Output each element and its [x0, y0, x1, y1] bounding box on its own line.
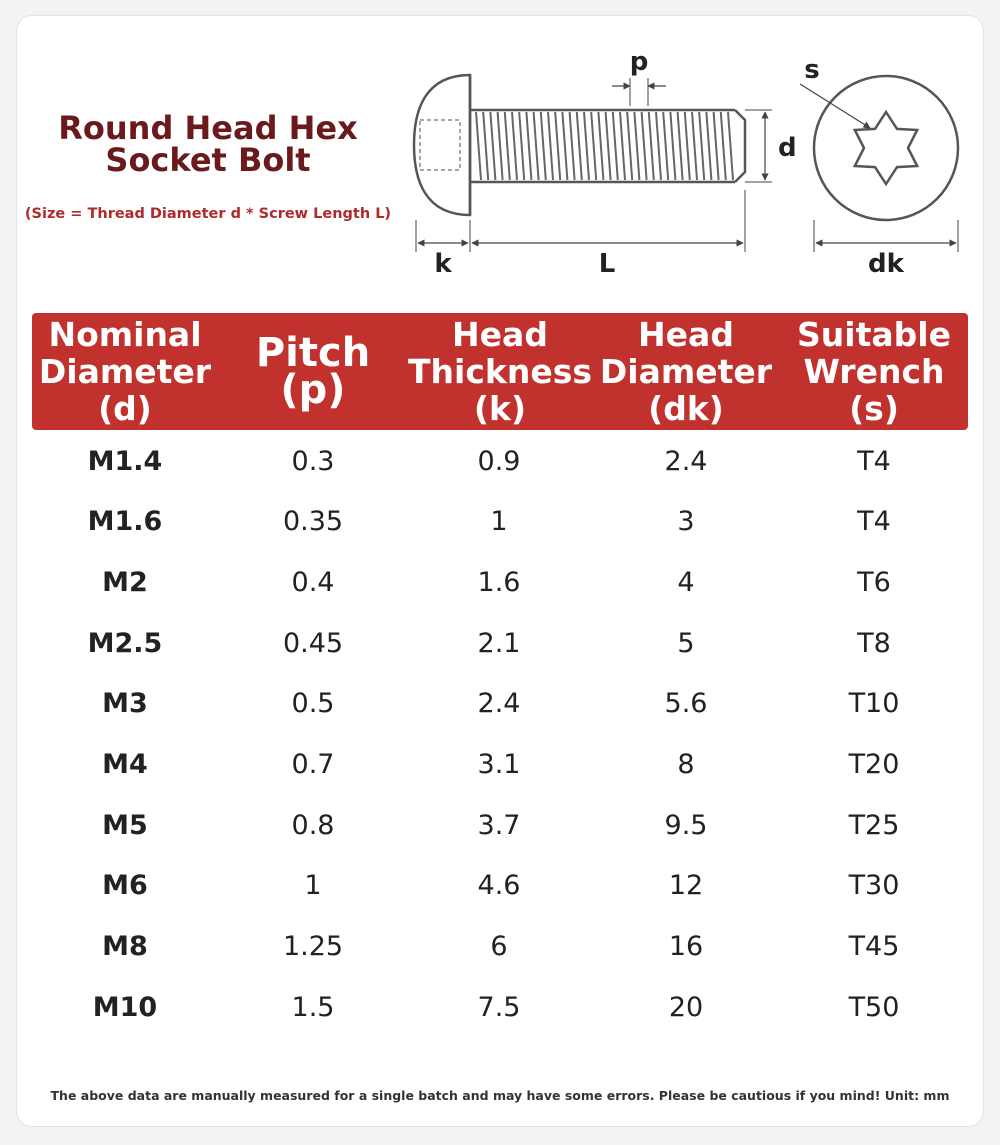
- table-cell: 16: [668, 931, 704, 963]
- header-head-diameter: Head Diameter (dk): [599, 315, 773, 428]
- table-cell: 6: [490, 931, 508, 963]
- table-row: [32, 431, 968, 491]
- table-cell: 0.5: [291, 688, 335, 720]
- table-cell: M1.6: [87, 506, 163, 538]
- table-row: [32, 917, 968, 977]
- table-cell: 5: [677, 627, 695, 659]
- table-cell: 4.6: [477, 870, 521, 902]
- label-L: L: [598, 249, 616, 279]
- torx-socket-icon: [855, 112, 917, 184]
- table-cell: 0.35: [282, 506, 344, 538]
- table-cell: M5: [102, 809, 148, 841]
- header-suitable-wrench: Suitable Wrench (s): [797, 315, 951, 428]
- table-cell: 0.45: [282, 627, 344, 659]
- header-pitch: Pitch (p): [255, 329, 371, 413]
- table-cell: T30: [848, 870, 900, 902]
- table-cell: 20: [668, 991, 704, 1023]
- table-cell: T45: [848, 931, 900, 963]
- table-cell: 4: [677, 566, 695, 598]
- table-cell: 5.6: [664, 688, 708, 720]
- title-line-2: Socket Bolt: [105, 141, 311, 179]
- table-cell: 3: [677, 506, 695, 538]
- table-cell: 1: [304, 870, 322, 902]
- bolt-thread: [470, 110, 745, 182]
- table-cell: 12: [668, 870, 704, 902]
- table-cell: T6: [857, 566, 891, 598]
- table-cell: 1.5: [291, 991, 335, 1023]
- label-dk: dk: [868, 249, 904, 279]
- table-row: [32, 795, 968, 855]
- table-cell: T10: [848, 688, 900, 720]
- table-cell: 0.8: [291, 809, 335, 841]
- table-cell: T25: [848, 809, 900, 841]
- table-cell: 0.7: [291, 749, 335, 780]
- header-nominal-diameter: Nominal Diameter (d): [38, 315, 212, 428]
- table-row: [32, 613, 968, 673]
- table-cell: M6: [102, 870, 148, 902]
- table-cell: 9.5: [664, 809, 708, 841]
- table-cell: T20: [848, 749, 900, 780]
- table-cell: M1.4: [87, 445, 163, 477]
- table-cell: M2.5: [87, 627, 163, 659]
- table-cell: M4: [102, 749, 148, 780]
- bolt-head-side: [414, 75, 470, 215]
- table-cell: 2.4: [477, 688, 521, 720]
- title-line-1: Round Head Hex: [58, 109, 358, 147]
- table-cell: M3: [102, 688, 148, 720]
- table-cell: M8: [102, 931, 148, 963]
- table-cell: 1.25: [282, 931, 344, 963]
- table-cell: 3.7: [477, 809, 521, 841]
- table-cell: 0.4: [291, 566, 335, 598]
- label-d: d: [778, 133, 797, 163]
- table-row: [32, 674, 968, 734]
- table-cell: T50: [848, 991, 900, 1023]
- table-cell: 7.5: [477, 991, 521, 1023]
- label-p: p: [629, 47, 649, 77]
- table-row: [32, 735, 968, 795]
- table-row: [32, 492, 968, 552]
- subtitle: (Size = Thread Diameter d * Screw Length L): [24, 206, 392, 222]
- label-k: k: [434, 249, 452, 279]
- table-row: [32, 552, 968, 612]
- footnote: The above data are manually measured for a single batch and may have some errors. Please be cautious if you mind! Unit: mm: [50, 1088, 950, 1103]
- table-cell: 1: [490, 506, 508, 538]
- table-cell: 1.6: [477, 566, 521, 598]
- table-cell: 8: [677, 749, 695, 780]
- title-block: [18, 109, 398, 179]
- table-cell: T4: [857, 506, 891, 538]
- bolt-diagram: [400, 40, 990, 290]
- table-cell: 3.1: [477, 749, 521, 780]
- table-row: [32, 856, 968, 916]
- table-cell: 2.4: [664, 445, 708, 477]
- table-row: [32, 977, 968, 1037]
- table-cell: 0.3: [291, 445, 335, 477]
- label-s: s: [804, 55, 820, 85]
- header-head-thickness: Head Thickness (k): [408, 315, 592, 428]
- table-cell: T8: [857, 627, 891, 659]
- table-cell: M2: [102, 566, 148, 598]
- table-cell: M10: [92, 991, 158, 1023]
- table-cell: T4: [857, 445, 891, 477]
- table-cell: 2.1: [477, 627, 521, 659]
- table-cell: 0.9: [477, 445, 521, 477]
